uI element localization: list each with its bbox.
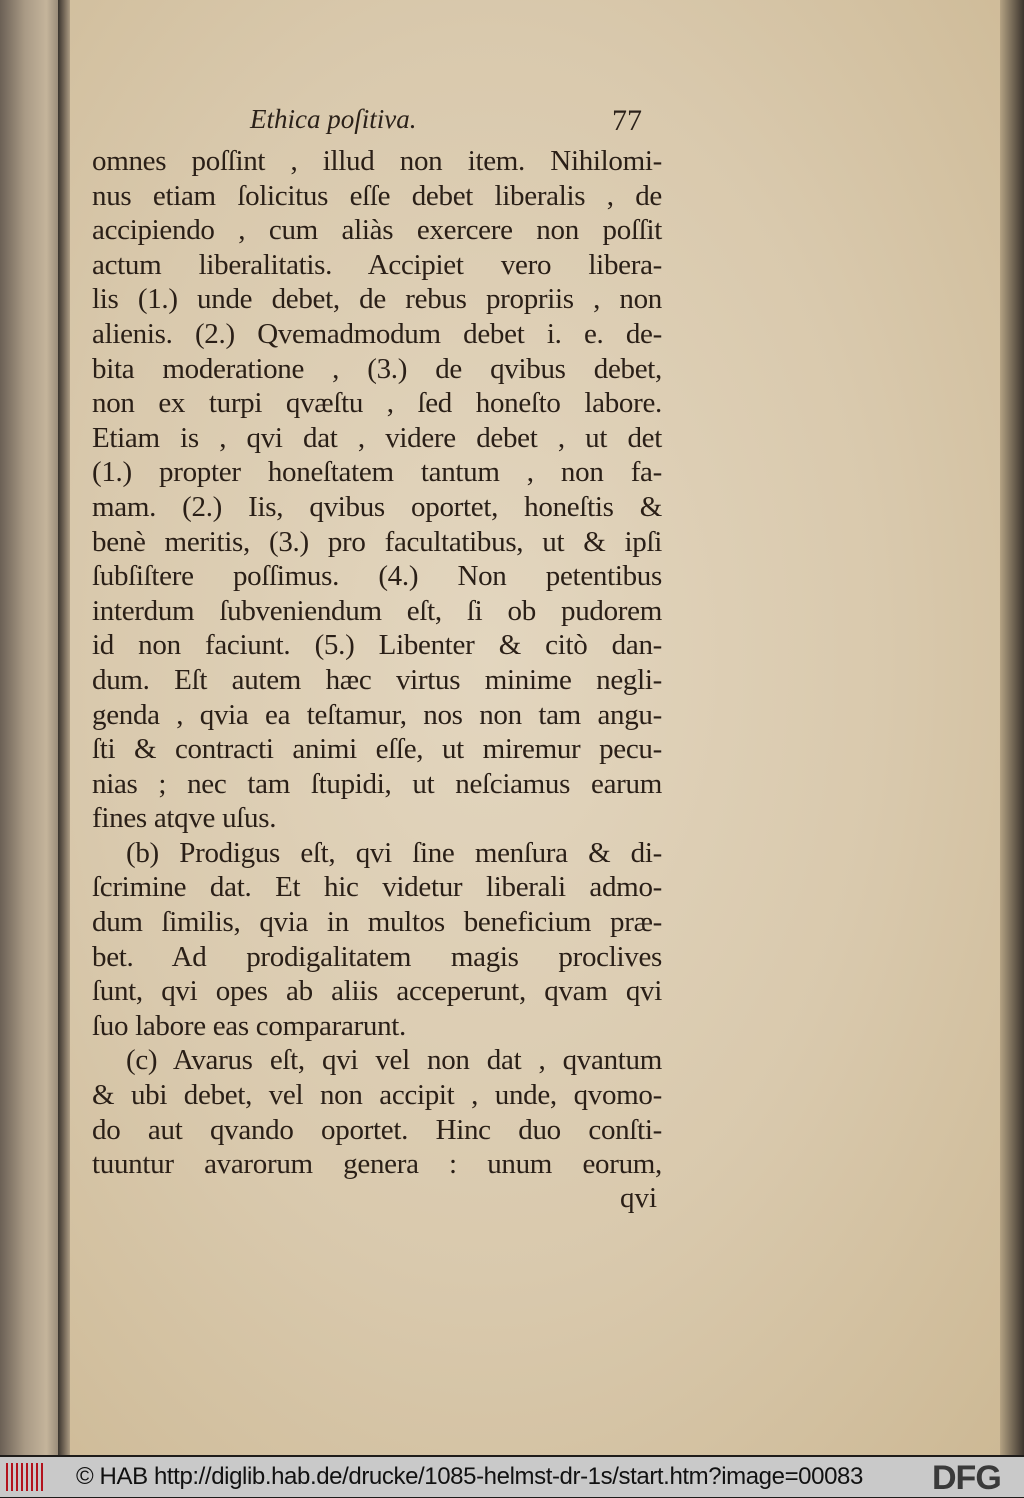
text-line: genda , qvia ea teſtamur, nos non tam angu- bbox=[92, 698, 662, 731]
text-line: ſuo labore eas compararunt. bbox=[92, 1009, 406, 1042]
text-line: bet. Ad prodigalitatem magis proclives bbox=[92, 940, 662, 973]
text-line: ſcrimine dat. Et hic videtur liberali admo- bbox=[92, 871, 662, 904]
source-url[interactable]: © HAB http://diglib.hab.de/drucke/1085-helmst-dr-1s/start.htm?image=00083 bbox=[76, 1463, 863, 1490]
text-line: & ubi debet, vel non accipit , unde, qvomo- bbox=[92, 1079, 662, 1112]
running-head: Ethica poſitiva. bbox=[250, 104, 417, 134]
text-line: fines atqve uſus. bbox=[92, 802, 277, 835]
text-line: ſubſiſtere poſſimus. (4.) Non petentibus bbox=[92, 560, 662, 593]
text-line: bita moderatione , (3.) de qvibus debet, bbox=[92, 352, 662, 385]
text-line: nias ; nec tam ſtupidi, ut neſciamus earum bbox=[92, 767, 662, 800]
page-edge bbox=[1000, 0, 1024, 1455]
text-line: ſunt, qvi opes ab aliis acceperunt, qvam qvi bbox=[92, 975, 662, 1008]
text-line: (c) Avarus eſt, qvi vel non dat , qvantum bbox=[126, 1044, 662, 1077]
text-line: id non faciunt. (5.) Libenter & citò dan- bbox=[92, 629, 662, 662]
text-line: actum liberalitatis. Accipiet vero libera- bbox=[92, 248, 662, 281]
text-line: ſti & contracti animi eſſe, ut miremur pecu- bbox=[92, 733, 662, 766]
page-number: 77 bbox=[612, 104, 642, 137]
dfg-logo: DFG bbox=[932, 1459, 1001, 1497]
hab-logo-icon bbox=[6, 1463, 46, 1491]
text-line: accipiendo , cum aliàs exercere non poſſit bbox=[92, 214, 662, 247]
text-line: non ex turpi qvæſtu , ſed honeſto labore. bbox=[92, 387, 662, 420]
adjacent-page-edge bbox=[0, 0, 62, 1455]
text-line: nus etiam ſolicitus eſſe debet liberalis , de bbox=[92, 179, 662, 212]
text-line: dum ſimilis, qvia in multos beneficium præ- bbox=[92, 906, 662, 939]
footer-bar bbox=[0, 1457, 1024, 1497]
text-line: interdum ſubveniendum eſt, ſi ob pudorem bbox=[92, 594, 662, 627]
text-line: tuuntur avarorum genera : unum eorum, bbox=[92, 1148, 662, 1181]
catchword: qvi bbox=[620, 1182, 658, 1214]
text-line: do aut qvando oportet. Hinc duo conſti- bbox=[92, 1113, 662, 1146]
text-line: (1.) propter honeſtatem tantum , non fa- bbox=[92, 456, 662, 489]
text-line: omnes poſſint , illud non item. Nihilomi- bbox=[92, 145, 662, 177]
text-line: lis (1.) unde debet, de rebus propriis , non bbox=[92, 283, 662, 316]
text-line: dum. Eſt autem hæc virtus minime negli- bbox=[92, 663, 662, 696]
body-text bbox=[92, 144, 662, 1182]
text-line: (b) Prodigus eſt, qvi ſine menſura & di- bbox=[126, 836, 662, 869]
text-line: alienis. (2.) Qvemadmodum debet i. e. de- bbox=[92, 317, 662, 350]
text-line: mam. (2.) Iis, qvibus oportet, honeſtis & bbox=[92, 490, 662, 523]
text-line: Etiam is , qvi dat , videre debet , ut det bbox=[92, 421, 662, 454]
text-line: benè meritis, (3.) pro facultatibus, ut & ipſi bbox=[92, 525, 662, 558]
